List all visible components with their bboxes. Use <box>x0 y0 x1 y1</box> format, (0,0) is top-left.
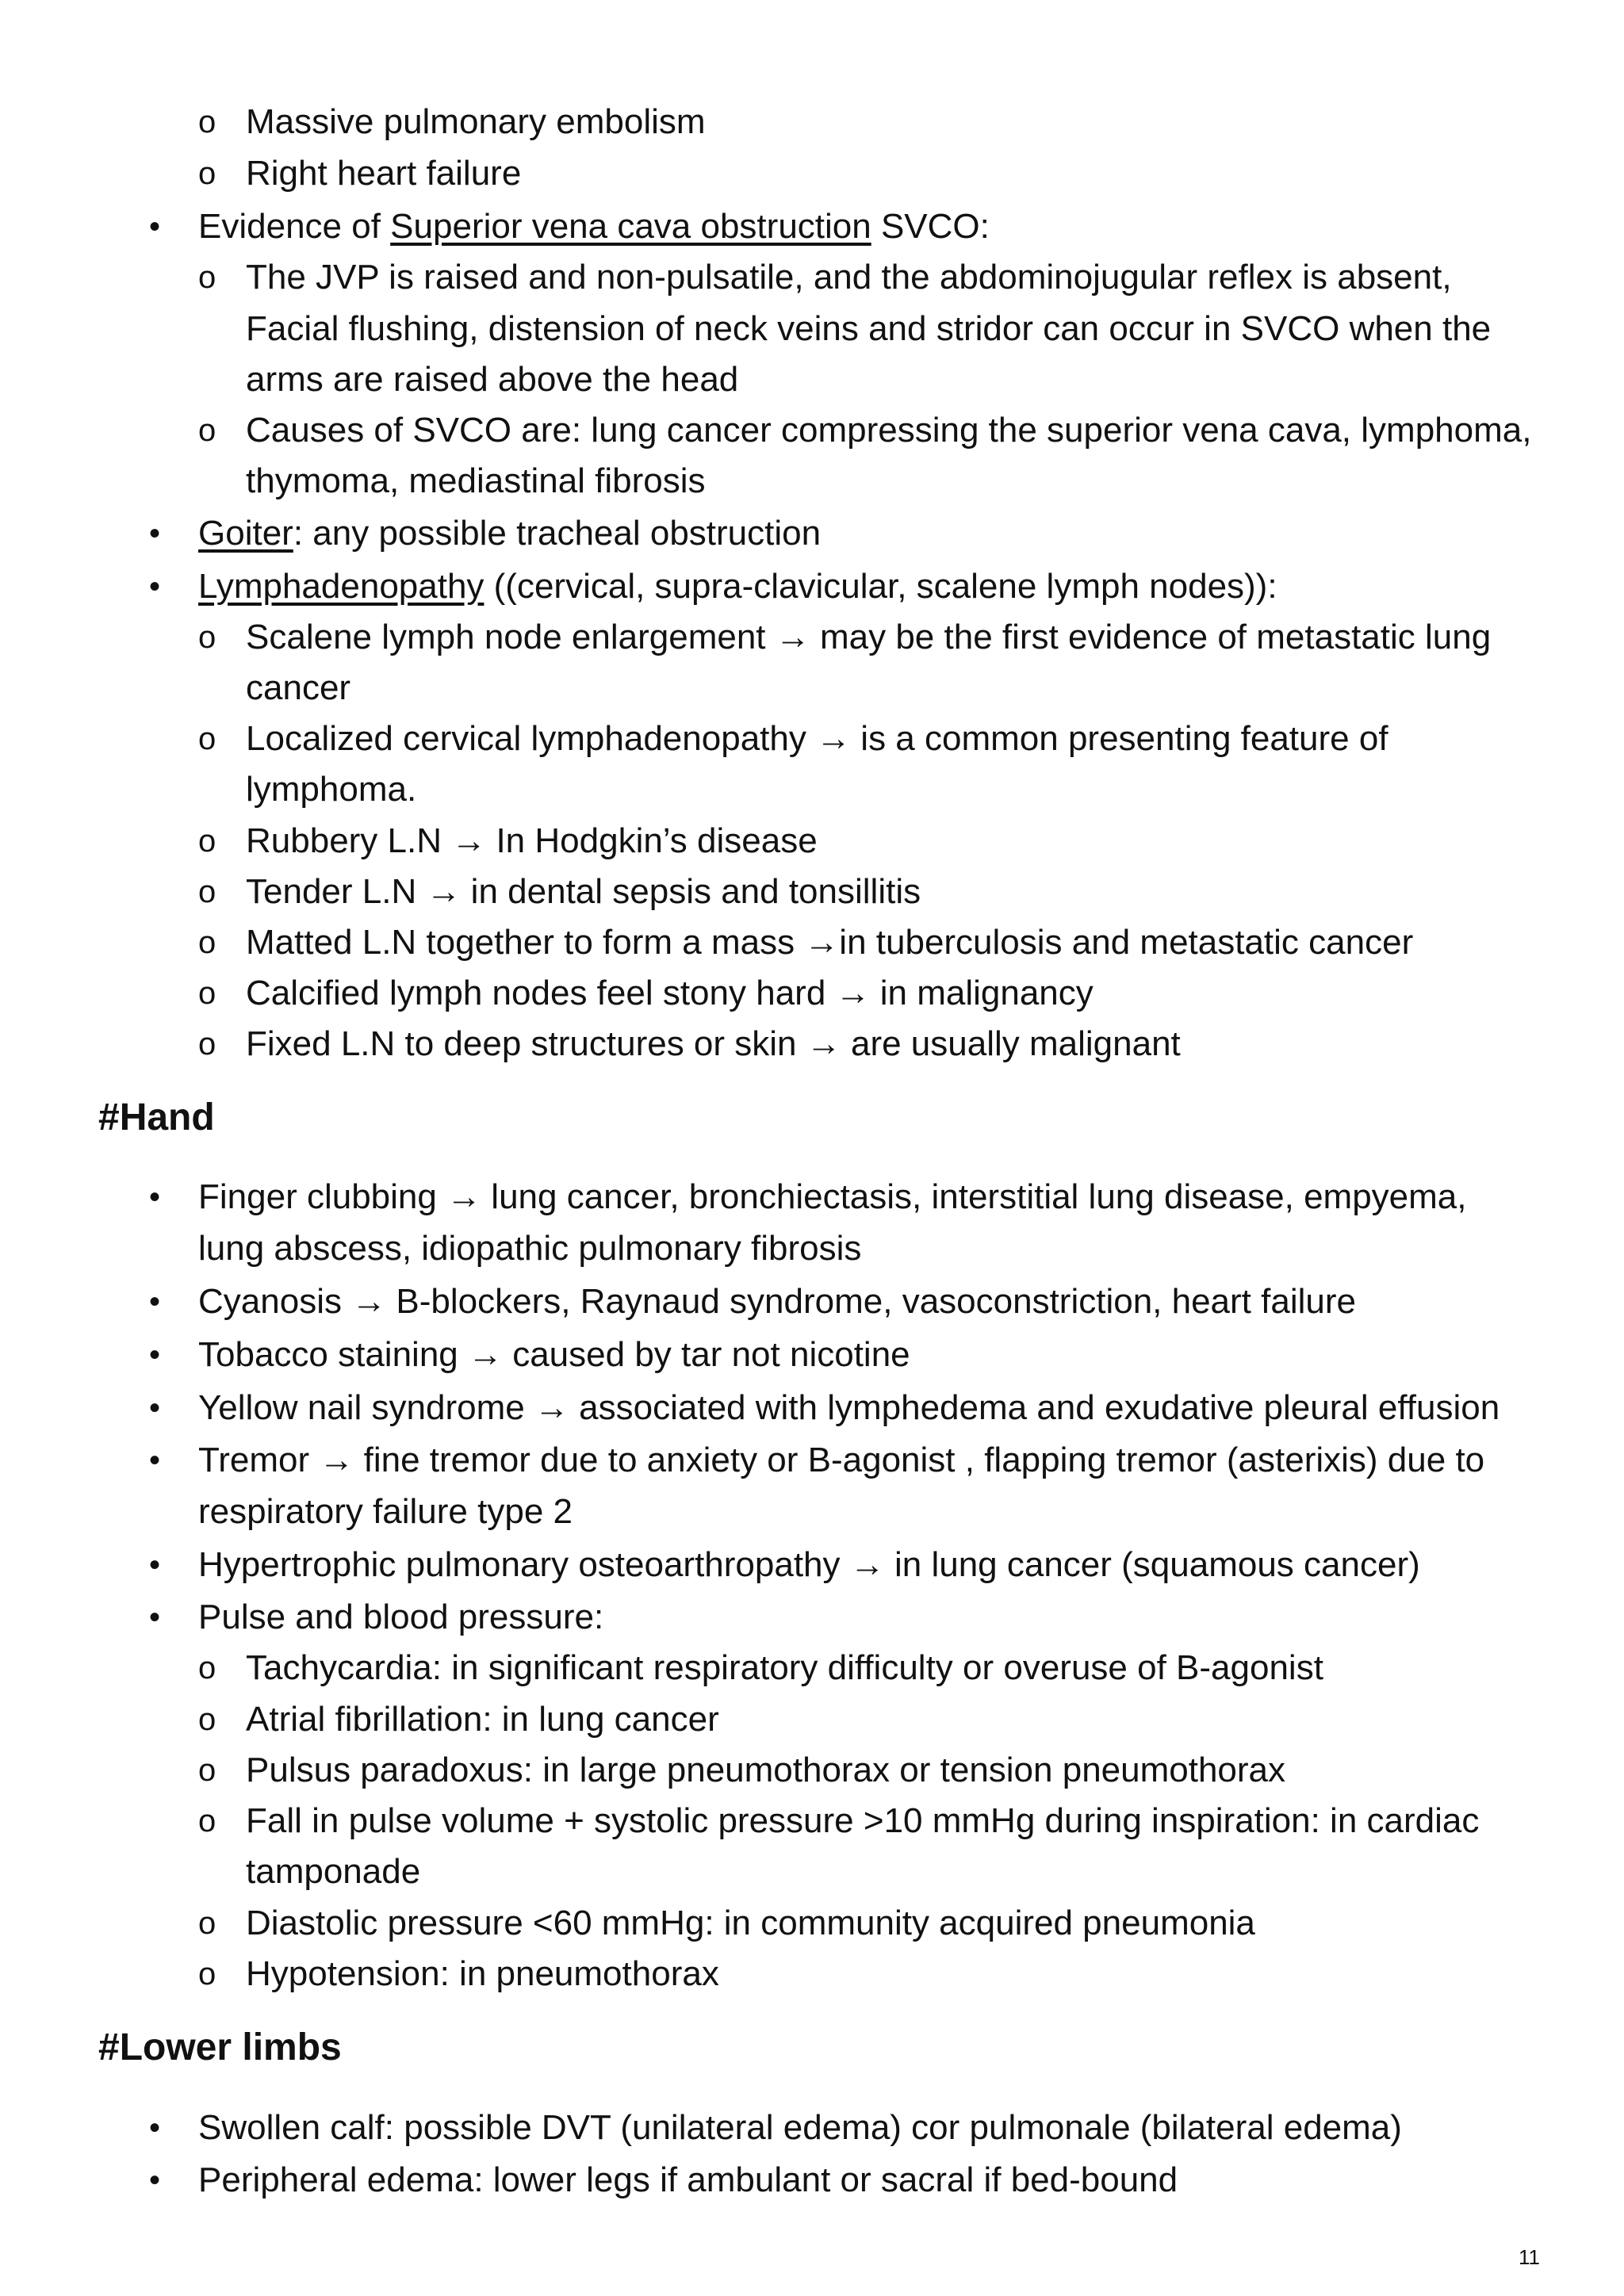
sub-bullet: o <box>198 925 216 960</box>
list-item: Scalene lymph node enlargement → may be the first evidence of metastatic lung <box>246 618 1492 656</box>
list-item: Finger clubbing → lung cancer, bronchiectasis, interstitial lung disease, empyema, <box>198 1177 1467 1216</box>
sub-bullet: o <box>198 976 216 1011</box>
list-item-cont: Facial flushing, distension of neck veins and stridor can occur in SVCO when the <box>246 309 1492 348</box>
list-item: The JVP is raised and non-pulsatile, and the abdominojugular reflex is absent, <box>246 258 1452 297</box>
bullet: • <box>149 1284 161 1319</box>
svco-item <box>198 201 990 252</box>
section-heading-hand: #Hand <box>98 1096 215 1138</box>
list-item: Pulse and blood pressure: <box>198 1598 604 1636</box>
bullet: • <box>149 2163 161 2198</box>
bullet: • <box>149 1337 161 1372</box>
sub-bullet: o <box>198 1753 216 1788</box>
bullet: • <box>149 209 161 244</box>
list-item-cont: cancer <box>246 668 351 707</box>
svco-suffix: SVCO: <box>871 207 990 246</box>
list-item-cont: respiratory failure type 2 <box>198 1492 573 1531</box>
sub-bullet: o <box>198 1804 216 1839</box>
list-item: Yellow nail syndrome → associated with lymphedema and exudative pleural effusion <box>198 1388 1500 1427</box>
list-item-cont: thymoma, mediastinal fibrosis <box>246 461 706 500</box>
list-item: Hypertrophic pulmonary osteoarthropathy → in lung cancer (squamous cancer) <box>198 1545 1420 1584</box>
sub-bullet: o <box>198 824 216 859</box>
list-item: Swollen calf: possible DVT (unilateral edema) cor pulmonale (bilateral edema) <box>198 2108 1402 2147</box>
bullet: • <box>149 569 161 604</box>
list-item: Cyanosis → B-blockers, Raynaud syndrome, vasoconstriction, heart failure <box>198 1282 1356 1321</box>
sub-bullet: o <box>198 1651 216 1686</box>
sub-bullet: o <box>198 1702 216 1737</box>
list-item: Rubbery L.N → In Hodgkin’s disease <box>246 821 818 860</box>
list-item: Matted L.N together to form a mass →in tuberculosis and metastatic cancer <box>246 923 1414 962</box>
list-item: Peripheral edema: lower legs if ambulant or sacral if bed-bound <box>198 2160 1178 2199</box>
list-item: Localized cervical lymphadenopathy → is a common presenting feature of <box>246 719 1388 758</box>
list-item-cont: tamponade <box>246 1852 421 1891</box>
list-item: Diastolic pressure <60 mmHg: in community acquired pneumonia <box>246 1904 1255 1942</box>
bullet: • <box>149 516 161 551</box>
list-item-cont: arms are raised above the head <box>246 360 739 399</box>
list-item: Fall in pulse volume + systolic pressure >10 mmHg during inspiration: in cardiac <box>246 1801 1480 1840</box>
list-item: Hypotension: in pneumothorax <box>246 1954 719 1993</box>
goiter-text: : any possible tracheal obstruction <box>293 514 822 553</box>
list-item: Atrial fibrillation: in lung cancer <box>246 1700 719 1739</box>
goiter-item <box>198 508 821 559</box>
list-item: Tremor → fine tremor due to anxiety or B-agonist , flapping tremor (asterixis) due to <box>198 1441 1485 1479</box>
sub-bullet: o <box>198 260 216 295</box>
list-item: Pulsus paradoxus: in large pneumothorax or tension pneumothorax <box>246 1751 1286 1789</box>
sub-bullet: o <box>198 1906 216 1941</box>
list-item: Tachycardia: in significant respiratory difficulty or overuse of B-agonist <box>246 1648 1323 1687</box>
list-item: Massive pulmonary embolism <box>246 102 706 141</box>
svco-prefix: Evidence of <box>198 207 391 246</box>
list-item: Right heart failure <box>246 154 522 193</box>
goiter-term: Goiter <box>198 514 293 553</box>
bullet: • <box>149 1443 161 1478</box>
list-item: Calcified lymph nodes feel stony hard → in malignancy <box>246 974 1094 1012</box>
sub-bullet: o <box>198 1027 216 1062</box>
sub-bullet: o <box>198 1957 216 1992</box>
lymph-text: ((cervical, supra-clavicular, scalene lymph nodes)): <box>484 567 1277 606</box>
sub-bullet: o <box>198 413 216 448</box>
sub-bullet: o <box>198 721 216 756</box>
lymph-item <box>198 561 1277 612</box>
list-item: Fixed L.N to deep structures or skin → are usually malignant <box>246 1024 1181 1063</box>
sub-bullet: o <box>198 156 216 191</box>
list-item-cont: lung abscess, idiopathic pulmonary fibrosis <box>198 1229 862 1268</box>
sub-bullet: o <box>198 874 216 909</box>
bullet: • <box>149 1600 161 1635</box>
section-heading-lower-limbs: #Lower limbs <box>98 2026 342 2068</box>
list-item-cont: lymphoma. <box>246 770 417 809</box>
bullet: • <box>149 2110 161 2145</box>
sub-bullet: o <box>198 105 216 140</box>
svco-term: Superior vena cava obstruction <box>390 207 871 246</box>
bullet: • <box>149 1548 161 1582</box>
sub-bullet: o <box>198 620 216 655</box>
lymph-term: Lymphadenopathy <box>198 567 485 606</box>
list-item: Causes of SVCO are: lung cancer compressing the superior vena cava, lymphoma, <box>246 411 1532 450</box>
page-number: 11 <box>1519 2245 1540 2269</box>
bullet: • <box>149 1180 161 1215</box>
bullet: • <box>149 1391 161 1425</box>
list-item: Tender L.N → in dental sepsis and tonsillitis <box>246 872 921 911</box>
list-item: Tobacco staining → caused by tar not nicotine <box>198 1335 910 1374</box>
